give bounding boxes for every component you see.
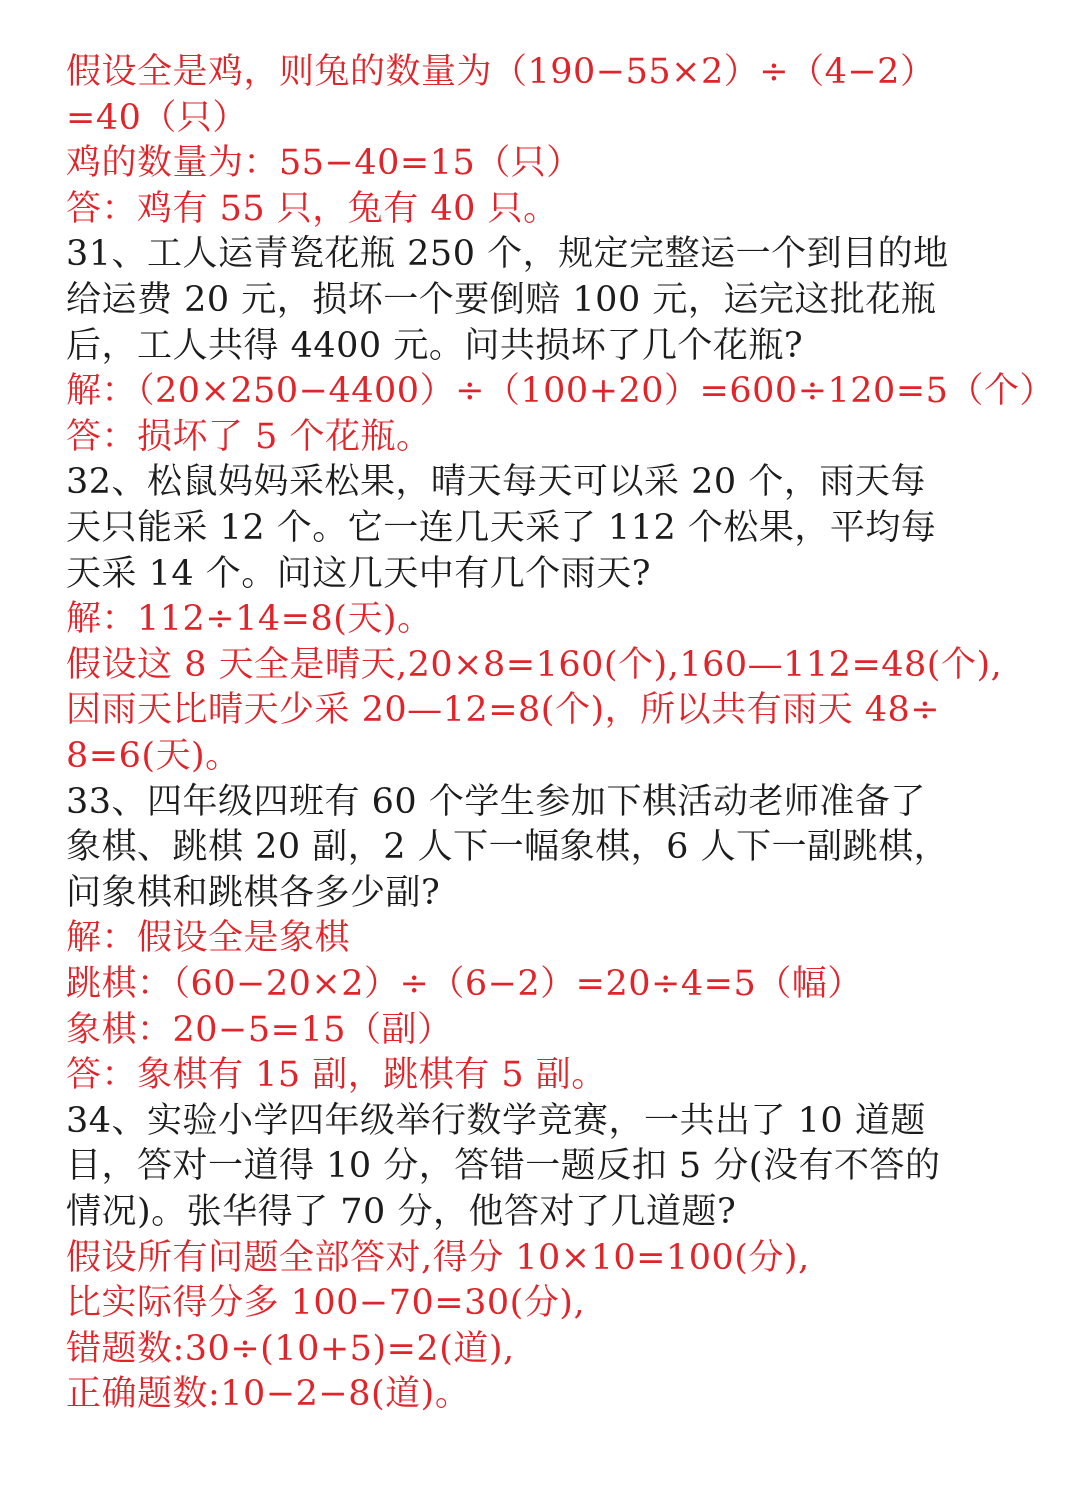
question-line: 天采 14 个。问这几天中有几个雨天? (66, 553, 652, 594)
answer-line: 鸡的数量为：55−40=15（只） (66, 143, 582, 184)
answer-line: 象棋：20−5=15（副） (66, 1009, 453, 1050)
answer-line: 答：损坏了 5 个花瓶。 (66, 416, 432, 457)
question-line: 31、工人运青瓷花瓶 250 个，规定完整运一个到目的地 (66, 234, 949, 275)
answer-line: 解：112÷14=8(天)。 (66, 599, 433, 640)
question-line: 给运费 20 元，损坏一个要倒赔 100 元，运完这批花瓶 (66, 280, 937, 320)
answer-line: 错题数:30÷(10+5)=2(道), (66, 1328, 515, 1369)
question-line: 目，答对一道得 10 分，答错一题反扣 5 分(没有不答的 (66, 1146, 941, 1187)
answer-line: 正确题数:10−2−8(道)。 (66, 1374, 471, 1415)
answer-line: 答：鸡有 55 只，兔有 40 只。 (66, 188, 559, 229)
answer-line: 假设全是鸡，则兔的数量为（190−55×2）÷（4−2） (66, 52, 936, 92)
question-line: 情况)。张华得了 70 分，他答对了几道题? (66, 1192, 737, 1232)
answer-line: 比实际得分多 100−70=30(分), (66, 1283, 586, 1324)
question-line: 象棋、跳棋 20 副，2 人下一幅象棋，6 人下一副跳棋， (66, 827, 950, 868)
question-line: 32、松鼠妈妈采松果，晴天每天可以采 20 个，雨天每 (66, 462, 926, 503)
answer-line: 解：（20×250−4400）÷（100+20）=600÷120=5（个） (66, 371, 1055, 412)
answer-line: 8=6(天)。 (66, 736, 241, 776)
question-line: 33、四年级四班有 60 个学生参加下棋活动老师准备了 (66, 781, 926, 822)
question-line: 天只能采 12 个。它一连几天采了 112 个松果，平均每 (66, 508, 937, 548)
question-line: 问象棋和跳棋各多少副? (66, 872, 441, 913)
answer-line: 跳棋：（60−20×2）÷（6−2）=20÷4=5（幅） (66, 964, 863, 1004)
answer-line: 假设这 8 天全是晴天,20×8=160(个),160—112=48(个), (66, 644, 1003, 685)
answer-line: 因雨天比晴天少采 20—12=8(个)，所以共有雨天 48÷ (66, 690, 941, 731)
answer-line: 假设所有问题全部答对,得分 10×10=100(分), (66, 1237, 810, 1278)
answer-line: 解：假设全是象棋 (66, 918, 351, 959)
answer-line: =40（只） (66, 97, 248, 138)
question-line: 后，工人共得 4400 元。问共损坏了几个花瓶? (66, 325, 804, 366)
answer-line: 答：象棋有 15 副，跳棋有 5 副。 (66, 1055, 607, 1096)
question-line: 34、实验小学四年级举行数学竞赛，一共出了 10 道题 (66, 1100, 926, 1141)
